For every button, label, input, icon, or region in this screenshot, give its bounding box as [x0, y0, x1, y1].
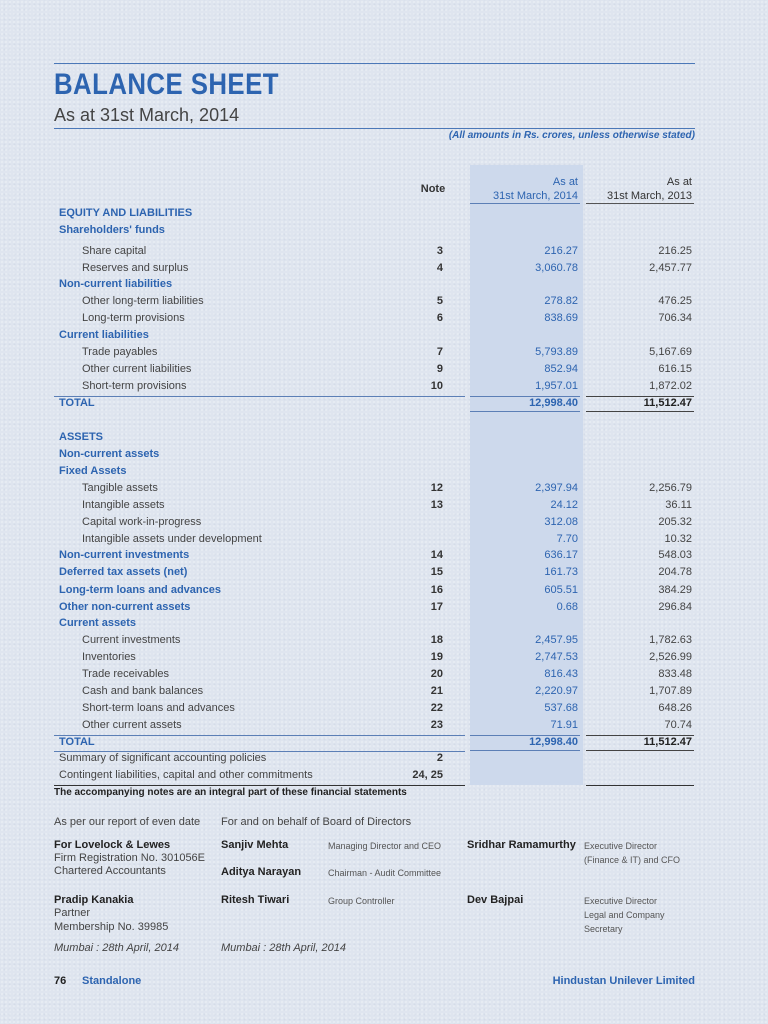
row-label: Current investments — [82, 634, 181, 646]
auditor-type: Chartered Accountants — [54, 865, 166, 877]
previous-year-value: 548.03 — [658, 549, 692, 561]
previous-year-value: 2,526.99 — [649, 651, 692, 663]
previous-year-value: 648.26 — [658, 702, 692, 714]
previous-year-value: 616.15 — [658, 363, 692, 375]
previous-year-value: 11,512.47 — [643, 736, 692, 748]
table-heading-row — [0, 207, 768, 224]
previous-year-value: 706.34 — [658, 312, 692, 324]
row-note: 3 — [436, 245, 443, 257]
current-year-value: 636.17 — [544, 549, 578, 561]
table-rule — [54, 785, 465, 786]
row-label: Inventories — [82, 651, 136, 663]
row-label: Shareholders' funds — [59, 224, 165, 236]
row-label: Capital work-in-progress — [82, 516, 202, 528]
table-rule — [470, 411, 580, 412]
row-label: Other non-current assets — [59, 601, 191, 613]
note-column-header: Note — [420, 183, 446, 195]
table-row — [0, 685, 768, 702]
executive-name-1: Sridhar Ramamurthy — [467, 839, 576, 851]
current-year-header-rule — [470, 203, 580, 204]
row-label: Trade payables — [82, 346, 158, 358]
amounts-note: (All amounts in Rs. crores, unless otherwise stated) — [448, 130, 695, 141]
director-name-3: Ritesh Tiwari — [221, 894, 290, 906]
table-row — [0, 516, 768, 533]
row-note: 6 — [436, 312, 443, 324]
row-label: Short-term provisions — [82, 380, 187, 392]
current-year-value: 838.69 — [544, 312, 578, 324]
current-year-value: 3,060.78 — [535, 262, 578, 274]
report-of-even-date: As per our report of even date — [54, 816, 201, 828]
row-label: Trade receivables — [82, 668, 170, 680]
current-year-value: 12,998.40 — [529, 397, 578, 409]
row-note: 14 — [430, 549, 443, 561]
executive-role-2-line3: Secretary — [584, 924, 623, 934]
previous-year-value: 296.84 — [658, 601, 692, 613]
row-label: Current liabilities — [59, 329, 149, 341]
table-heading-row — [0, 584, 768, 601]
table-heading-row — [0, 465, 768, 482]
table-rule — [586, 750, 694, 751]
table-rule — [470, 396, 580, 397]
row-label: Other current assets — [82, 719, 182, 731]
table-heading-row — [0, 329, 768, 346]
row-label: Other current liabilities — [82, 363, 192, 375]
subtitle-rule — [54, 128, 695, 129]
row-label: Cash and bank balances — [82, 685, 204, 697]
current-year-value: 71.91 — [550, 719, 578, 731]
footer-company: Hindustan Unilever Limited — [552, 975, 695, 987]
current-year-value: 2,220.97 — [535, 685, 578, 697]
row-note: 10 — [430, 380, 443, 392]
page-title: BALANCE SHEET — [54, 68, 279, 101]
table-heading-row — [0, 769, 768, 786]
row-note: 2 — [436, 752, 443, 764]
table-heading-row — [0, 617, 768, 634]
director-role-2: Chairman - Audit Committee — [328, 868, 442, 878]
row-note: 24, 25 — [412, 769, 443, 781]
partner-membership: Membership No. 39985 — [54, 921, 169, 933]
auditor-firm: For Lovelock & Lewes — [54, 839, 171, 851]
previous-year-value: 1,707.89 — [649, 685, 692, 697]
table-row — [0, 702, 768, 719]
current-year-value: 12,998.40 — [529, 736, 578, 748]
footnote: The accompanying notes are an integral part of these financial statements — [54, 787, 407, 798]
current-year-value: 161.73 — [544, 566, 578, 578]
table-rule — [586, 411, 694, 412]
executive-role-1-line1: Executive Director — [584, 841, 658, 851]
previous-year-column-header — [586, 175, 692, 203]
row-label: Reserves and surplus — [82, 262, 189, 274]
previous-year-value: 2,457.77 — [649, 262, 692, 274]
previous-year-header-rule — [586, 203, 694, 204]
row-label: Non-current assets — [59, 448, 160, 460]
previous-year-value: 833.48 — [658, 668, 692, 680]
table-heading-row — [0, 752, 768, 769]
previous-year-value: 11,512.47 — [643, 397, 692, 409]
row-label: Intangible assets — [82, 499, 165, 511]
table-row — [0, 295, 768, 312]
row-label: Share capital — [82, 245, 147, 257]
current-year-value: 216.27 — [544, 245, 578, 257]
row-label: EQUITY AND LIABILITIES — [59, 207, 193, 219]
top-rule — [54, 63, 695, 64]
row-label: Deferred tax assets (net) — [59, 566, 188, 578]
previous-year-value: 1,872.02 — [649, 380, 692, 392]
row-note: 18 — [430, 634, 443, 646]
previous-year-header-line1: As at — [666, 176, 692, 188]
table-row — [0, 363, 768, 380]
table-row — [0, 380, 768, 397]
current-year-value: 2,457.95 — [535, 634, 578, 646]
current-year-value: 7.70 — [556, 533, 578, 545]
previous-year-value: 204.78 — [658, 566, 692, 578]
current-year-value: 278.82 — [544, 295, 578, 307]
current-year-value: 816.43 — [544, 668, 578, 680]
table-heading-row — [0, 431, 768, 448]
current-year-value: 537.68 — [544, 702, 578, 714]
table-rule — [470, 750, 580, 751]
place-date-left: Mumbai : 28th April, 2014 — [54, 942, 179, 954]
row-label: Short-term loans and advances — [82, 702, 235, 714]
current-year-value: 24.12 — [550, 499, 578, 511]
row-label: TOTAL — [59, 736, 95, 748]
row-label: Tangible assets — [82, 482, 158, 494]
auditor-registration: Firm Registration No. 301056E — [54, 852, 206, 864]
row-label: TOTAL — [59, 397, 95, 409]
director-role-3: Group Controller — [328, 896, 395, 906]
table-row — [0, 719, 768, 736]
director-role-1: Managing Director and CEO — [328, 841, 442, 851]
current-year-value: 2,397.94 — [535, 482, 578, 494]
row-note: 17 — [430, 601, 443, 613]
row-note: 9 — [436, 363, 443, 375]
row-note: 12 — [430, 482, 443, 494]
row-label: Intangible assets under development — [82, 533, 262, 545]
row-note: 7 — [436, 346, 443, 358]
table-heading-row — [0, 448, 768, 465]
table-heading-row — [0, 549, 768, 566]
row-note: 22 — [430, 702, 443, 714]
board-of-directors-line: For and on behalf of Board of Directors — [221, 816, 412, 828]
previous-year-value: 1,782.63 — [649, 634, 692, 646]
row-label: Fixed Assets — [59, 465, 127, 477]
table-row — [0, 533, 768, 550]
current-year-value: 2,747.53 — [535, 651, 578, 663]
executive-role-2-line2: Legal and Company — [584, 910, 665, 920]
current-year-value: 312.08 — [544, 516, 578, 528]
row-note: 5 — [436, 295, 443, 307]
table-heading-row — [0, 224, 768, 241]
partner-title: Partner — [54, 907, 91, 919]
row-note: 4 — [436, 262, 443, 274]
previous-year-value: 216.25 — [658, 245, 692, 257]
current-year-value: 5,793.89 — [535, 346, 578, 358]
previous-year-value: 2,256.79 — [649, 482, 692, 494]
table-rule — [586, 735, 694, 736]
table-row — [0, 499, 768, 516]
footer-section: Standalone — [82, 975, 142, 987]
previous-year-value: 476.25 — [658, 295, 692, 307]
row-note: 23 — [430, 719, 443, 731]
row-note: 21 — [430, 685, 443, 697]
previous-year-value: 10.32 — [664, 533, 692, 545]
table-row — [0, 482, 768, 499]
executive-role-1-line2: (Finance & IT) and CFO — [584, 855, 681, 865]
table-row — [0, 634, 768, 651]
current-year-value: 1,957.01 — [535, 380, 578, 392]
row-label: Non-current investments — [59, 549, 190, 561]
table-rule — [586, 785, 694, 786]
current-year-header-line2: 31st March, 2014 — [493, 190, 578, 202]
table-heading-row — [0, 278, 768, 295]
table-rule — [54, 396, 465, 397]
page-number: 76 — [54, 975, 67, 987]
row-label: Current assets — [59, 617, 137, 629]
table-row — [0, 668, 768, 685]
table-heading-row — [0, 601, 768, 618]
previous-year-value: 205.32 — [658, 516, 692, 528]
row-label: Contingent liabilities, capital and other commitments — [59, 769, 313, 781]
table-rule — [54, 735, 465, 736]
partner-name: Pradip Kanakia — [54, 894, 134, 906]
current-year-header-line1: As at — [552, 176, 578, 188]
row-label: Other long-term liabilities — [82, 295, 204, 307]
previous-year-value: 36.11 — [665, 499, 692, 511]
executive-name-2: Dev Bajpai — [467, 894, 524, 906]
row-note: 19 — [430, 651, 443, 663]
row-note: 13 — [430, 499, 443, 511]
table-row — [0, 312, 768, 329]
row-label: ASSETS — [59, 431, 104, 443]
table-rule — [586, 396, 694, 397]
current-year-value: 852.94 — [544, 363, 578, 375]
previous-year-value: 5,167.69 — [649, 346, 692, 358]
row-note: 16 — [430, 584, 443, 596]
current-year-value: 605.51 — [544, 584, 578, 596]
table-row — [0, 346, 768, 363]
row-label: Long-term loans and advances — [59, 584, 221, 596]
row-label: Long-term provisions — [82, 312, 185, 324]
row-label: Summary of significant accounting policies — [59, 752, 267, 764]
table-row — [0, 651, 768, 668]
table-rule — [54, 751, 465, 752]
previous-year-value: 70.74 — [664, 719, 692, 731]
current-year-column-header — [470, 175, 578, 203]
table-rule — [470, 735, 580, 736]
table-row — [0, 245, 768, 262]
row-note: 15 — [430, 566, 443, 578]
previous-year-header-line2: 31st March, 2013 — [607, 190, 692, 202]
previous-year-value: 384.29 — [658, 584, 692, 596]
table-row — [0, 262, 768, 279]
page-subtitle: As at 31st March, 2014 — [54, 105, 240, 125]
place-date-right: Mumbai : 28th April, 2014 — [221, 942, 346, 954]
table-heading-row — [0, 566, 768, 583]
director-name-1: Sanjiv Mehta — [221, 839, 289, 851]
director-name-2: Aditya Narayan — [221, 866, 302, 878]
row-note: 20 — [430, 668, 443, 680]
executive-role-2-line1: Executive Director — [584, 896, 658, 906]
row-label: Non-current liabilities — [59, 278, 173, 290]
current-year-value: 0.68 — [556, 601, 578, 613]
